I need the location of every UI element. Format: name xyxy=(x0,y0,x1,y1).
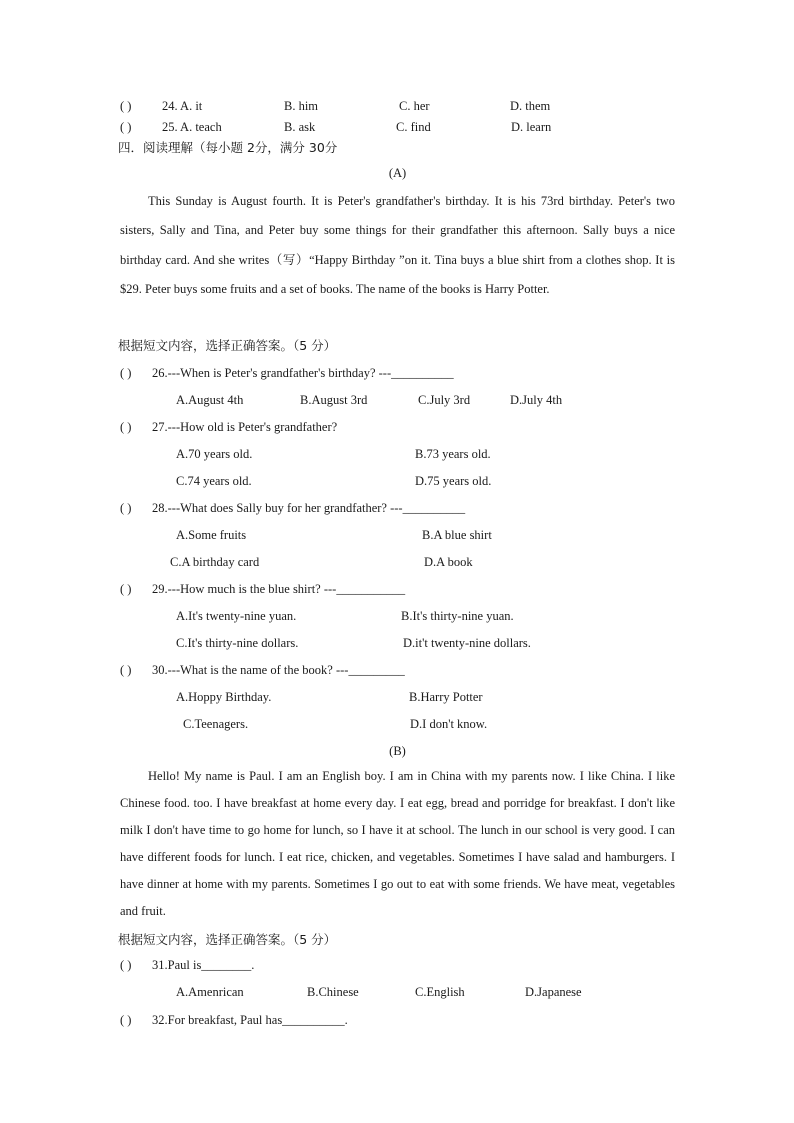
q27-option-a: A.70 years old. xyxy=(176,447,253,461)
q27-option-c: C.74 years old. xyxy=(176,474,252,488)
q25-answer-blank: ( ) xyxy=(120,120,132,134)
q26-option-d: D.July 4th xyxy=(510,393,563,407)
q24-option-c: C. her xyxy=(399,99,430,113)
q27-stem: 27.---How old is Peter's grandfather? xyxy=(152,420,338,434)
q28-option-c: C.A birthday card xyxy=(170,555,260,569)
q30-option-a: A.Hoppy Birthday. xyxy=(176,690,272,704)
q26-option-c: C.July 3rd xyxy=(418,393,471,407)
q29-answer-blank: ( ) xyxy=(120,582,132,596)
q29-option-c: C.It's thirty-nine dollars. xyxy=(176,636,299,650)
passage-a-label: (A) xyxy=(388,166,407,180)
q25-option-d: D. learn xyxy=(511,120,552,134)
q32-answer-blank: ( ) xyxy=(120,1013,132,1027)
q31-option-b: B.Chinese xyxy=(307,985,359,999)
q30-option-b: B.Harry Potter xyxy=(409,690,483,704)
passage-b-text: Hello! My name is Paul. I am an English boy. I am in China with my parents now. I like China. I like Chinese food. too. I have breakfast at home every day. I eat egg, bread and porridge for breakfast. I don't like milk I don't have time to go home for lunch, so I have it at school. The lunch in our school is very good. I can have different foods for lunch. I eat rice, chicken, and vegetables. Sometimes I have salad and hamburgers. I have dinner at home with my parents. Sometimes I go out to eat with some friends. We have meat, vegetables and fruit. xyxy=(120,769,675,918)
passage-b xyxy=(120,763,675,925)
q31-option-c: C.English xyxy=(415,985,465,999)
q24-option-b: B. him xyxy=(284,99,319,113)
q25-option-a: 25. A. teach xyxy=(162,120,222,134)
q26-option-b: B.August 3rd xyxy=(300,393,368,407)
section-4-heading: 四．阅读理解（每小题 2分，满分 30分 xyxy=(118,140,338,155)
q24-answer-blank: ( ) xyxy=(120,99,132,113)
q26-stem: 26.---When is Peter's grandfather's birthday? ---__________ xyxy=(152,366,454,380)
q30-answer-blank: ( ) xyxy=(120,663,132,677)
q28-stem: 28.---What does Sally buy for her grandfather? ---__________ xyxy=(152,501,466,515)
q27-option-b: B.73 years old. xyxy=(415,447,491,461)
q24-option-d: D. them xyxy=(510,99,551,113)
q26-option-a: A.August 4th xyxy=(176,393,244,407)
q30-option-d: D.I don't know. xyxy=(410,717,488,731)
q29-option-d: D.it't twenty-nine dollars. xyxy=(403,636,531,650)
q31-option-a: A.Amenrican xyxy=(176,985,244,999)
q27-option-d: D.75 years old. xyxy=(415,474,492,488)
q28-option-a: A.Some fruits xyxy=(176,528,247,542)
q28-answer-blank: ( ) xyxy=(120,501,132,515)
q24-option-a: 24. A. it xyxy=(162,99,203,113)
q29-option-a: A.It's twenty-nine yuan. xyxy=(176,609,297,623)
passage-b-label: (B) xyxy=(389,744,406,758)
q32-stem: 32.For breakfast, Paul has__________. xyxy=(152,1013,348,1027)
q30-stem: 30.---What is the name of the book? ---_________ xyxy=(152,663,405,677)
q29-option-b: B.It's thirty-nine yuan. xyxy=(401,609,514,623)
instruction-a: 根据短文内容，选择正确答案。（5 分） xyxy=(118,338,337,353)
q31-stem: 31.Paul is________. xyxy=(152,958,255,972)
q27-answer-blank: ( ) xyxy=(120,420,132,434)
q25-option-b: B. ask xyxy=(284,120,316,134)
q28-option-d: D.A book xyxy=(424,555,473,569)
q31-answer-blank: ( ) xyxy=(120,958,132,972)
q28-option-b: B.A blue shirt xyxy=(422,528,492,542)
q25-option-c: C. find xyxy=(396,120,431,134)
instruction-b: 根据短文内容，选择正确答案。（5 分） xyxy=(118,932,337,947)
passage-a xyxy=(120,187,675,304)
q31-option-d: D.Japanese xyxy=(525,985,582,999)
passage-a-text: This Sunday is August fourth. It is Peter's grandfather's birthday. It is his 73rd birthday. Peter's two sisters, Sally and Tina, and Peter buy some things for their grandfather this afternoon. Sally buys a nice birthday card. And she writes（写）“Happy Birthday ”on it. Tina buys a blue shirt from a clothes shop. It is $29. Peter buys some fruits and a set of books. The name of the books is Harry Potter. xyxy=(120,194,675,296)
q26-answer-blank: ( ) xyxy=(120,366,132,380)
q30-option-c: C.Teenagers. xyxy=(183,717,249,731)
q29-stem: 29.---How much is the blue shirt? ---___________ xyxy=(152,582,406,596)
